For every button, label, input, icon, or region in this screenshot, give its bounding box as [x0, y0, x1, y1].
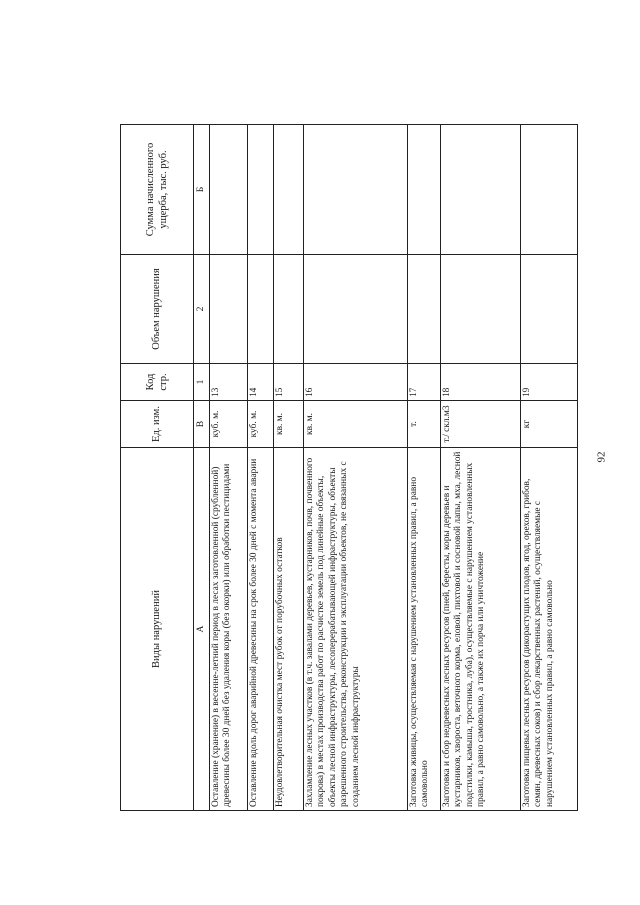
table-row [441, 125, 521, 811]
table-row [408, 125, 441, 811]
header-unit: Ед. изм. [121, 401, 194, 448]
header-volume: Объем нарушения [121, 255, 194, 364]
page-number: 92 [595, 451, 608, 463]
code-cell: 17 [408, 364, 441, 401]
table-row [210, 125, 248, 811]
volume-cell [441, 255, 521, 364]
violation-text: Захламление лесных участков (в т.ч. завалами деревьев, кустарников, почв, почвенного покрова) в местах производства работ по расчистке земель под линейные объекты, объекты лесной инфраструктуры, лесоперерабатывающей инфраструктуры, объекты разрешенного строительства, реконструкции и эксплуатации объектов, не связанных с созданием лесной инфраструктуры [304, 448, 408, 811]
violation-text: Оставление вдоль дорог аварийной древесины на срок более 30 дней с момента аварии [248, 448, 274, 811]
sum-cell [408, 125, 441, 255]
sum-cell [248, 125, 274, 255]
unit-cell: т./ скл.м3 [441, 401, 521, 448]
code-cell: 19 [521, 364, 578, 401]
sum-cell [521, 125, 578, 255]
table-row [274, 125, 304, 811]
col-index-sum: Б [194, 125, 210, 255]
volume-cell [408, 255, 441, 364]
volume-cell [248, 255, 274, 364]
sum-cell [304, 125, 408, 255]
rotated-table-wrapper [120, 125, 555, 811]
violation-text: Заготовка и сбор недревесных лесных ресурсов (пней, бересты, коры деревьев и кустарников, хвороста, веточного корма, еловой, пихтовой и сосновой лапы, мха, лесной подстилки, камыша, тростника, луба), осуществляемые с нарушением установленных правил, а равно самовольно, а также их порча или уничтожение [441, 448, 521, 811]
unit-cell: куб. м. [210, 401, 248, 448]
table-row [521, 125, 578, 811]
table-row [304, 125, 408, 811]
violation-text: Заготовка пищевых лесных ресурсов (дикорастущих плодов, ягод, орехов, грибов, семян, древесных соков) и сбор лекарственных растений, осуществляемые с нарушением установленных правил, а равно самовольно [521, 448, 578, 811]
unit-cell: кв. м. [274, 401, 304, 448]
violation-text: Оставление (хранение) в весенне-летний период в лесах заготовленной (срубленной) древесины более 30 дней без удаления коры (без окорки) или обработки пестицидами [210, 448, 248, 811]
volume-cell [210, 255, 248, 364]
unit-cell: куб. м. [248, 401, 274, 448]
header-code: Код стр. [121, 364, 194, 401]
volume-cell [521, 255, 578, 364]
sum-cell [441, 125, 521, 255]
table-header-row [121, 125, 194, 811]
unit-cell: кг [521, 401, 578, 448]
sum-cell [274, 125, 304, 255]
col-index-2: 2 [194, 255, 210, 364]
col-index-a: А [194, 448, 210, 811]
unit-cell: кв. м. [304, 401, 408, 448]
code-cell: 15 [274, 364, 304, 401]
sum-cell [210, 125, 248, 255]
code-cell: 13 [210, 364, 248, 401]
column-index-row [194, 125, 210, 811]
col-index-b: В [194, 401, 210, 448]
header-violation-types: Виды нарушений [121, 448, 194, 811]
violations-table [120, 124, 578, 811]
volume-cell [274, 255, 304, 364]
code-cell: 16 [304, 364, 408, 401]
code-cell: 14 [248, 364, 274, 401]
violation-text: Заготовка живицы, осуществляемая с нарушением установленных правил, а равно самовольно [408, 448, 441, 811]
code-cell: 18 [441, 364, 521, 401]
violation-text: Неудовлетворительная очистка мест рубок от порубочных остатков [274, 448, 304, 811]
volume-cell [304, 255, 408, 364]
header-sum: Сумма начисленного ущерба, тыс. руб. [121, 125, 194, 255]
unit-cell: т. [408, 401, 441, 448]
table-row [248, 125, 274, 811]
col-index-1: 1 [194, 364, 210, 401]
